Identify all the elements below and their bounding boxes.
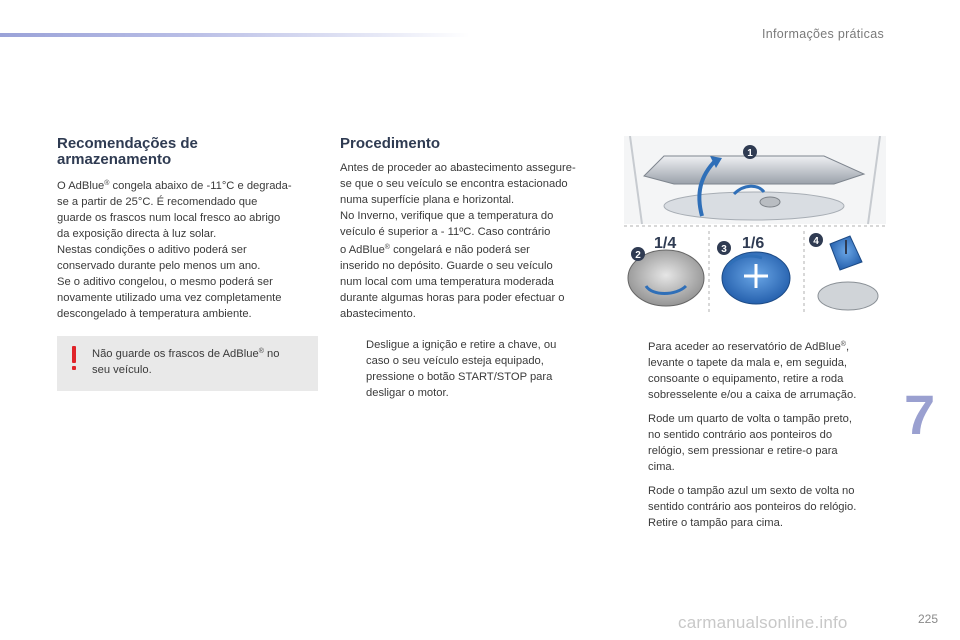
warning-text <box>92 344 308 378</box>
list-item <box>624 483 889 515</box>
procedure-steps-right <box>624 337 889 539</box>
procedure-title: Procedimento <box>340 135 441 152</box>
list-item <box>624 411 889 475</box>
watermark: carmanualsonline.info <box>678 613 848 632</box>
procedure-intro-part: congelará e não poderá ser inserido no depósito. Guarde o seu veículo num local com uma temperatura moderada durante algumas horas para poder efectuar o abastecimento. <box>340 244 565 320</box>
registered-mark: ® <box>104 180 110 187</box>
step-text: Retire o tampão para cima. <box>648 517 783 529</box>
chapter-number: 7 <box>904 383 936 446</box>
list-item <box>342 337 592 401</box>
storage-body-part: congela abaixo de -11°C e degrada- se a partir de 25°C. É recomendado que guarde os frascos num local fresco ao abrigo da exposição directa à luz solar. Nestas condições o aditivo poderá ser conservado durante pelo menos um ano. Se o aditivo congelou, o mesmo poderá ser novamente utilizado uma vez completamente descongelado à temperatura ambiente. <box>57 180 292 320</box>
registered-mark: ® <box>840 341 846 348</box>
step-marker-label: 2 <box>635 250 641 261</box>
list-item <box>624 337 889 403</box>
step-marker-label: 4 <box>813 236 819 247</box>
warning-text-part: Não guarde os frascos de AdBlue <box>92 348 259 360</box>
procedure-intro <box>340 160 605 322</box>
storage-section <box>57 136 319 322</box>
storage-body <box>57 176 319 322</box>
page-number: 225 <box>917 612 938 626</box>
step-text: Rode um quarto de volta o tampão preto, no sentido contrário aos ponteiros do relógio, sem pressionar e retire-o para cima. <box>648 413 852 473</box>
header-accent-bar <box>0 33 470 37</box>
registered-mark: ® <box>258 348 264 355</box>
procedure-intro-part: Antes de proceder ao abastecimento assegure- se que o seu veículo se encontra estacionado numa superfície plana e horizontal. No Inverno, verifique que a temperatura do veículo é superior a - 11ºC. Caso contrário o AdBlue <box>340 162 576 256</box>
section-title: Informações práticas <box>761 27 884 41</box>
storage-title: Recomendações de armazenamento <box>57 135 198 168</box>
procedure-steps-left <box>342 337 592 409</box>
procedure-section <box>340 136 605 322</box>
step-text-part: Para aceder ao reservatório de AdBlue <box>648 341 841 353</box>
storage-body-part: O AdBlue <box>57 180 105 192</box>
step-marker-label: 3 <box>721 244 727 255</box>
exclamation-icon <box>67 344 81 372</box>
step-text: Rode o tampão azul um sexto de volta no sentido contrário aos ponteiros do relógio. <box>648 485 857 513</box>
registered-mark: ® <box>384 244 390 251</box>
step-text: Desligue a ignição e retire a chave, ou caso o seu veículo esteja equipado, pressione o botão START/STOP para desligar o motor. <box>366 339 557 399</box>
adblue-tank-illustration <box>624 136 886 316</box>
list-item <box>624 515 889 531</box>
sixth-turn-label: 1/6 <box>742 235 765 252</box>
quarter-turn-label: 1/4 <box>654 235 677 252</box>
step-text-part: , levante o tapete da mala e, em seguida, consoante o equipamento, retire a roda sobresselente e/ou a caixa de arrumação. <box>648 341 857 401</box>
step-text <box>648 341 856 401</box>
warning-box <box>57 336 318 391</box>
warning-text-part: no seu veículo. <box>92 348 280 376</box>
step-marker-label: 1 <box>747 148 753 159</box>
